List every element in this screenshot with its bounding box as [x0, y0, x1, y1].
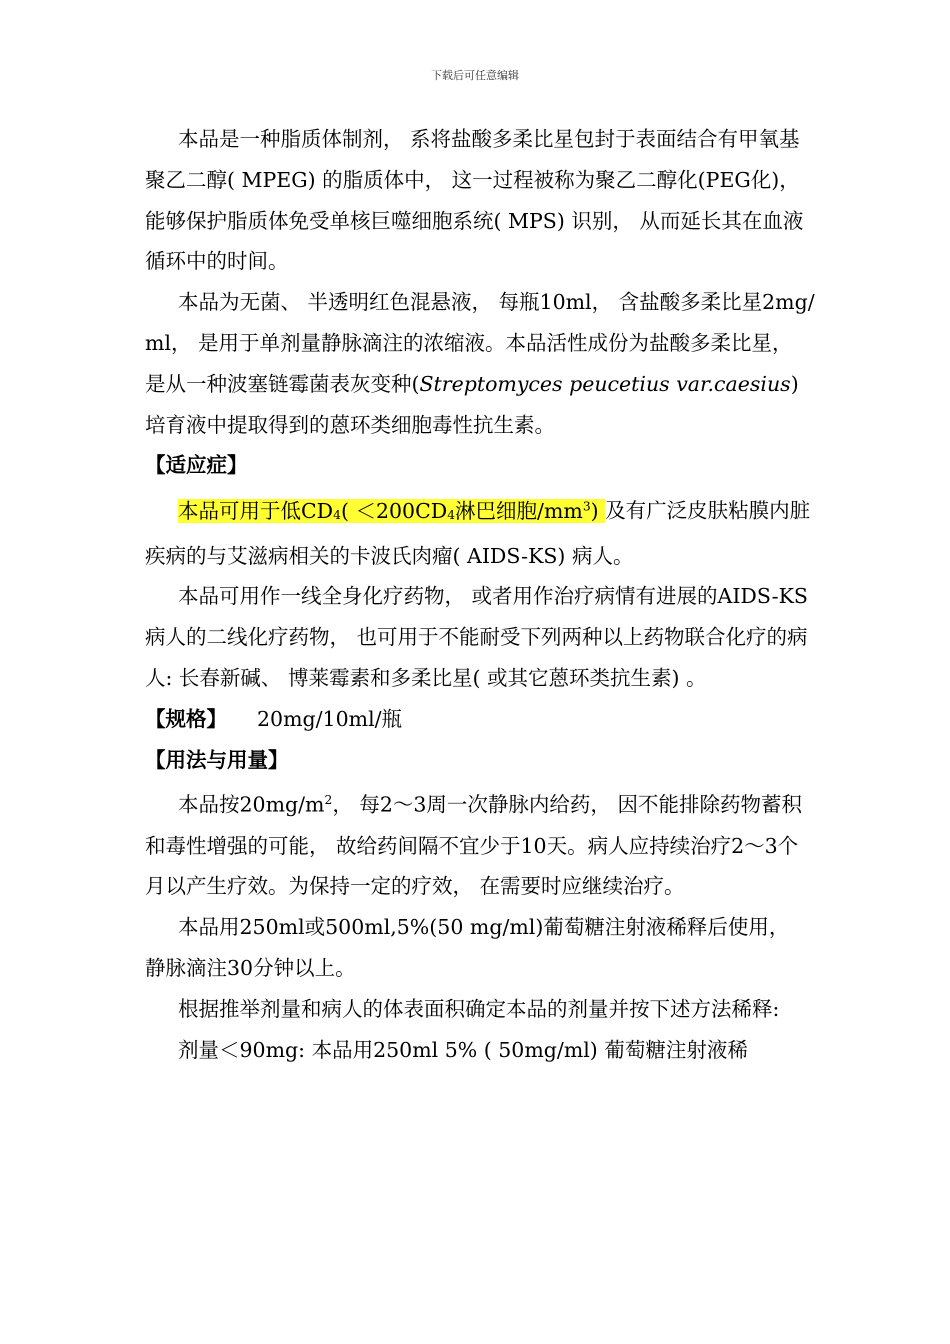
- hl-text-b: ( ＜200CD: [340, 498, 448, 523]
- dosage-p1-text-a: 本品按20mg/m: [178, 792, 325, 817]
- latin-species-name: Streptomyces peucetius var.caesius: [419, 371, 791, 396]
- specification-heading: 【规格】: [145, 706, 227, 731]
- dosage-p1-text-b: ， 每2～3周一次静脉内给药， 因不能排除药物蓄积和毒性增强的可能， 故给药间隔不宜少于10天。病人应持续治疗2～3个月以产生疗效。为保持一定的疗效， 在需要时应继续治疗。: [145, 792, 802, 899]
- specification-line: [145, 699, 815, 740]
- intro-paragraph-2: [145, 282, 815, 445]
- hl-text-d: ): [590, 498, 606, 523]
- dosage-paragraph-1: [145, 780, 815, 907]
- hl-subscript-2: 4: [447, 507, 456, 522]
- highlighted-text: [178, 499, 605, 523]
- hl-subscript-1: 4: [333, 507, 341, 522]
- hl-text-c: 淋巴细胞/mm: [455, 498, 583, 523]
- intro-paragraph-1: 本品是一种脂质体制剂， 系将盐酸多柔比星包封于表面结合有甲氧基聚乙二醇( MPEG) 的脂质体中， 这一过程被称为聚乙二醇化(PEG化)， 能够保护脂质体免受单核巨噬细胞系统( MPS) 识别， 从而延长其在血液循环中的时间。: [145, 127, 804, 274]
- indications-heading: 【适应症】: [145, 453, 248, 478]
- dosage-paragraph-3: 根据推举剂量和病人的体表面积确定本品的剂量并按下述方法稀释:: [178, 996, 780, 1021]
- indications-paragraph-2: 本品可用作一线全身化疗药物， 或者用作治疗病情有进展的AIDS-KS病人的二线化疗药物， 也可用于不能耐受下列两种以上药物联合化疗的病人: 长春新碱、 博莱霉素和多柔比星( 或其它蒽环类抗生素) 。: [145, 584, 808, 690]
- hl-text-a: 本品可用于低CD: [178, 498, 334, 523]
- indications-p1-rest: 及有广泛皮肤粘膜内脏疾病的与艾滋病相关的卡波氏肉瘤( AIDS-KS) 病人。: [145, 498, 811, 568]
- intro-p2-text-a: 本品为无菌、 半透明红色混悬液， 每瓶10ml， 含盐酸多柔比星2mg/ml， 是用于单剂量静脉滴注的浓缩液。本品活性成份为盐酸多柔比星， 是从一种波塞链霉菌表灰变种(: [145, 290, 815, 396]
- dosage-heading: 【用法与用量】: [145, 747, 289, 772]
- page-header: 下载后可任意编辑: [431, 69, 519, 82]
- intro-p2-text-b: )培育液中提取得到的蒽环类细胞毒性抗生素。: [145, 371, 799, 437]
- dosage-paragraph-4: 剂量＜90mg: 本品用250ml 5% ( 50mg/ml) 葡萄糖注射液稀: [178, 1037, 748, 1062]
- hl-superscript: 3: [582, 499, 591, 514]
- indications-paragraph-1: [145, 486, 815, 576]
- document-body: [145, 119, 815, 1070]
- dosage-paragraph-2: 本品用250ml或500ml,5%(50 mg/ml)葡萄糖注射液稀释后使用， 静脉滴注30分钟以上。: [145, 915, 790, 980]
- dosage-p1-superscript: 2: [324, 793, 333, 808]
- specification-value: 20mg/10ml/瓶: [257, 706, 403, 731]
